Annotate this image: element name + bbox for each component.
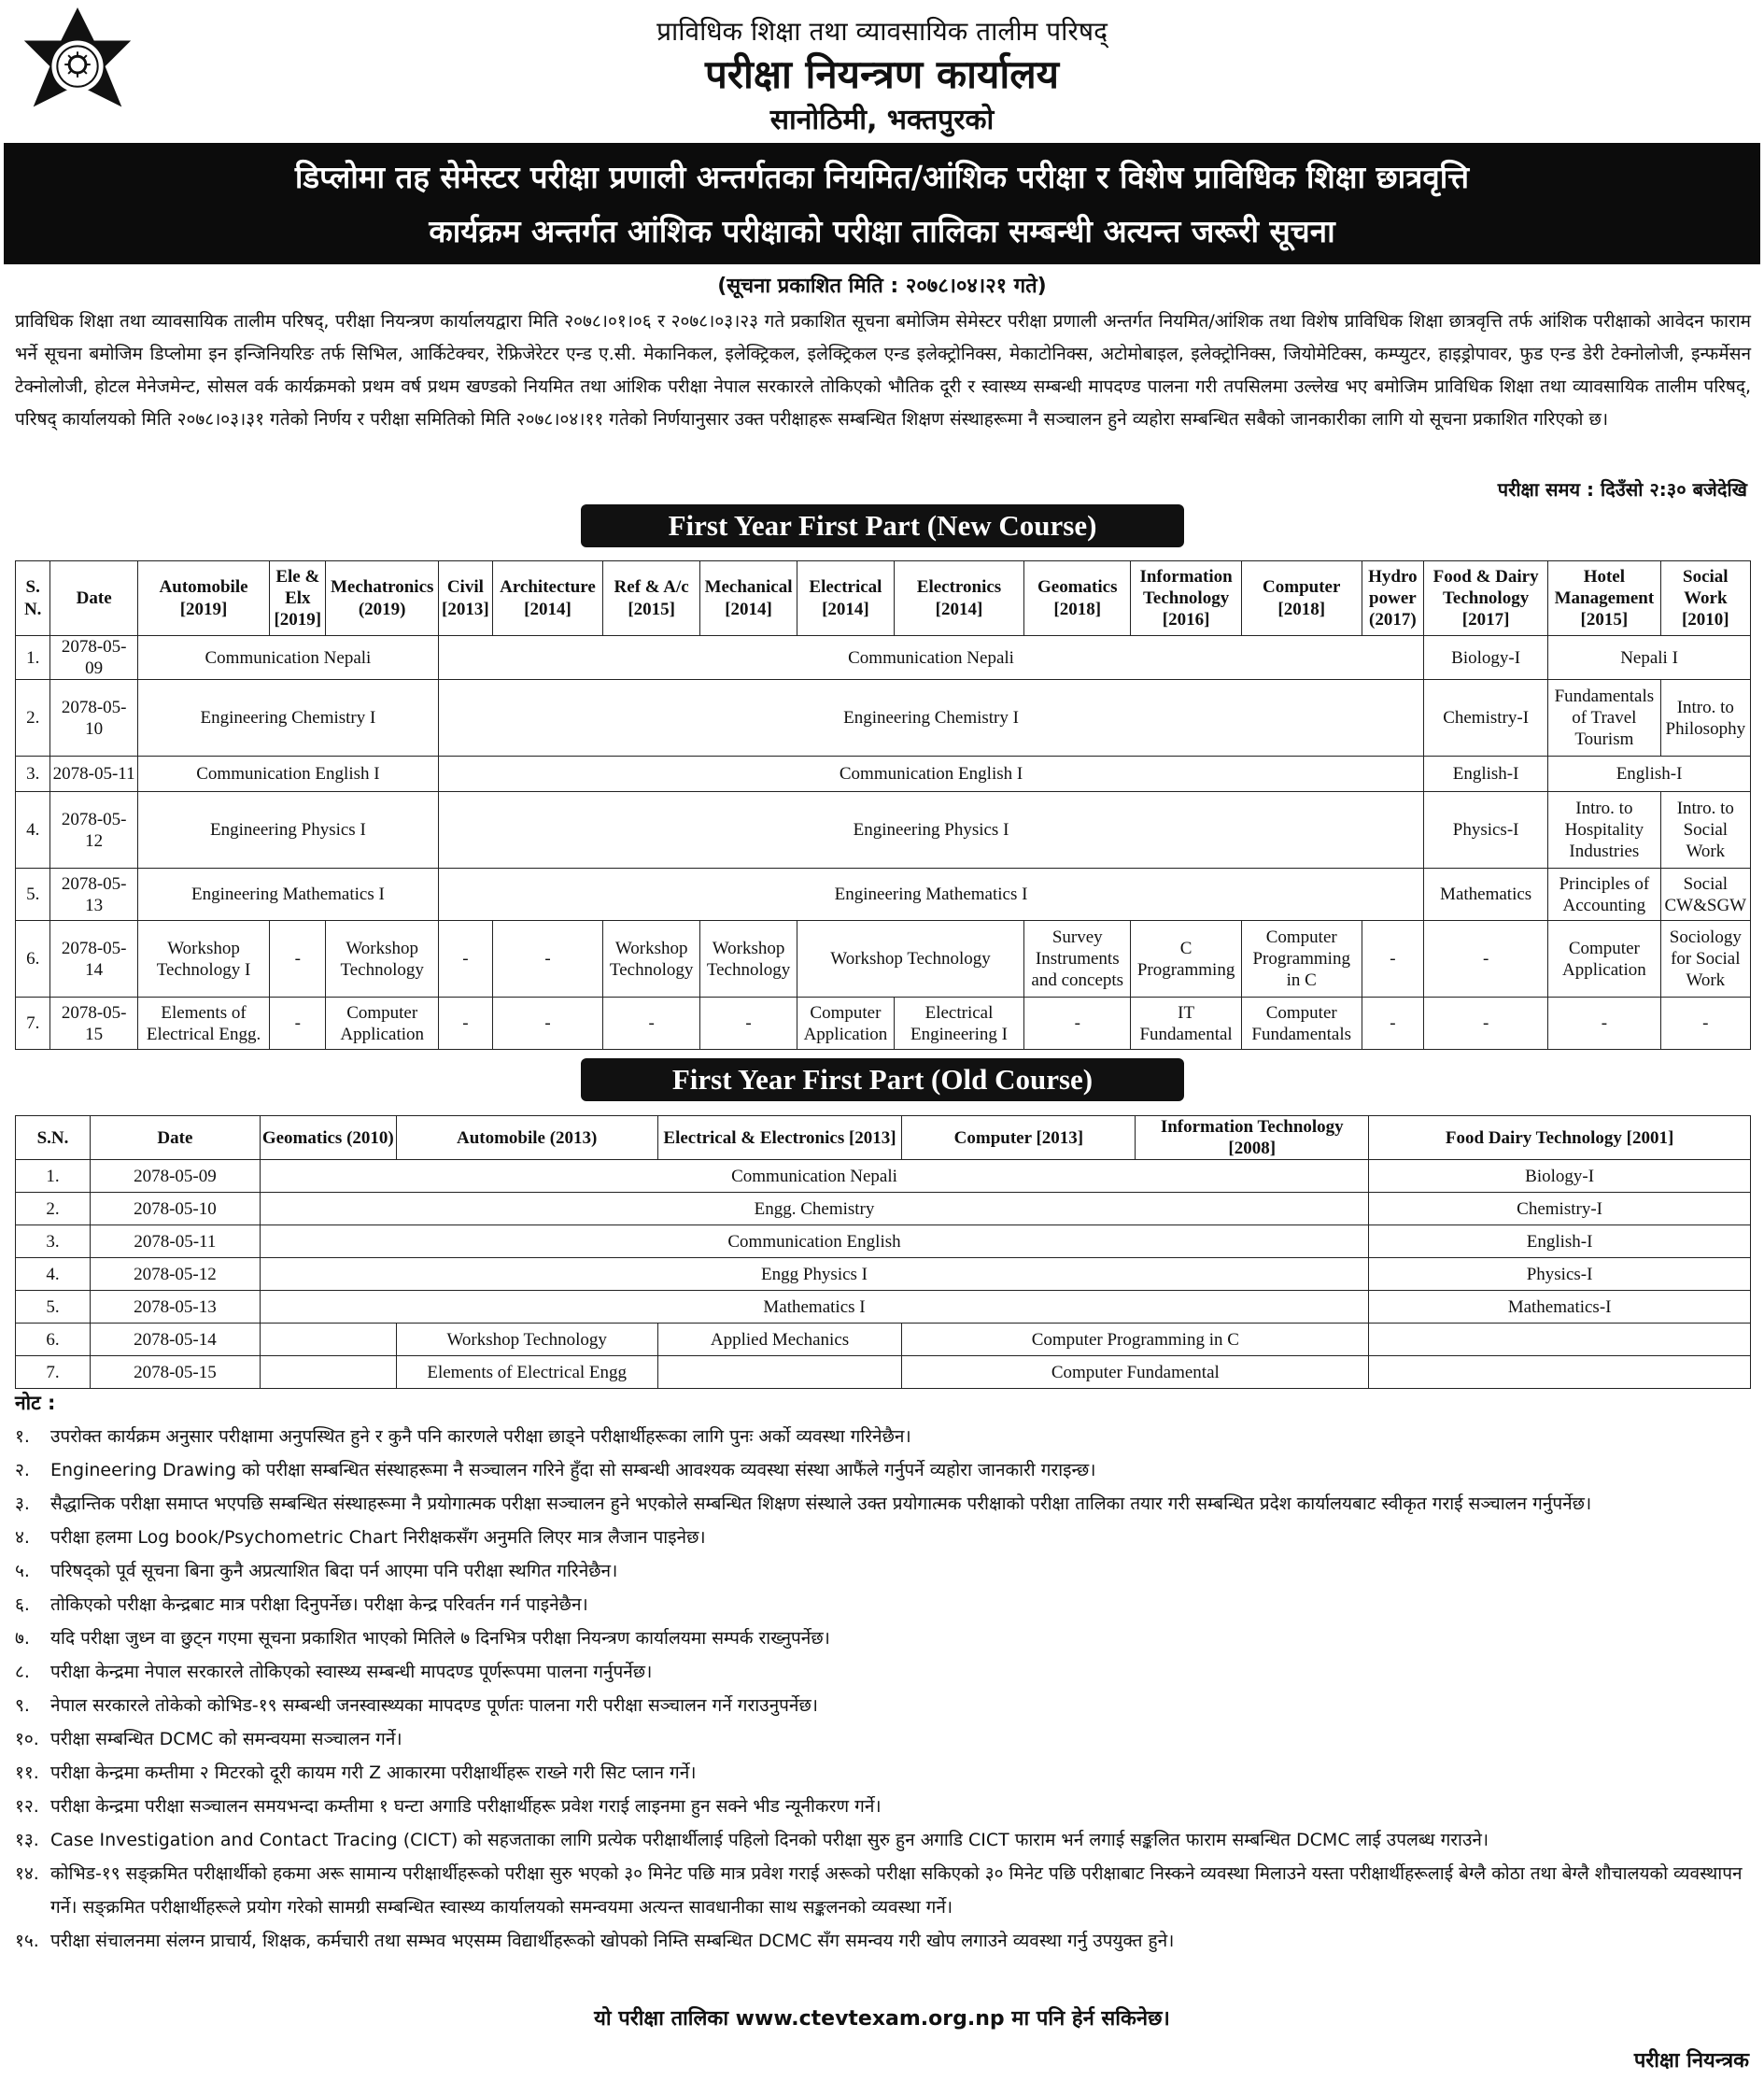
cell-subject: IT Fundamental bbox=[1131, 998, 1241, 1050]
intro-paragraph: प्राविधिक शिक्षा तथा व्यावसायिक तालीम परिषद्, परीक्षा नियन्त्रण कार्यालयद्वारा मिति २०७८।०१।०६ र २०७८।०३।२३ गते प्रकाशित सूचना बमोजिम सेमेस्टर परीक्षा प्रणाली अन्तर्गत नियमित/आंशिक तथा विशेष प्राविधिक शिक्षा छात्रवृत्ति तर्फ आंशिक परीक्षाको आवेदन फाराम भर्ने सूचना बमोजिम डिप्लोमा इन इन्जिनियरिङ तर्फ सिभिल, आर्किटेक्चर, रेफ्रिजेरेटर एन्ड ए.सी. मेकानिकल, इलेक्ट्रिकल, इलेक्ट्रिकल एन्ड इलेक्ट्रोनिक्स, मेकाटोनिक्स, अटोमोबाइल, इलेक्ट्रोनिक्स, जियोमेटिक्स, कम्प्युटर, हाइड्रोपावर, फुड एन्ड डेरी टेक्नोलोजी, इन्फर्मेसन टेक्नोलोजी, होटल मेनेजमेन्ट, सोसल वर्क कार्यक्रमको प्रथम वर्ष प्रथम खण्डको नियमित तथा आंशिक परीक्षा नेपाल सरकारले तोकिएको भौतिक दूरी र स्वास्थ्य सम्बन्धी मापदण्ड पालना गरी तपसिलमा उल्लेख भए बमोजिम प्राविधिक शिक्षा तथा व्यावसायिक तालीम परिषद्, परिषद् कार्यालयको मिति २०७८।०३।३१ गतेको निर्णय र परीक्षा समितिको मिति २०७८।०४।११ गतेको निर्णयानुसार उक्त परीक्षाहरू सम्बन्धित शिक्षण संस्थाहरूमा नै सञ्चालन हुने व्यहोरा सम्बन्धित सबैको जानकारीका लागि यो सूचना प्रकाशित गरिएको छ। bbox=[15, 311, 1752, 430]
cell-date: 2078-05-14 bbox=[50, 921, 138, 998]
note-item bbox=[15, 1722, 1751, 1756]
table-row bbox=[16, 680, 1751, 757]
old-course-table bbox=[15, 1115, 1751, 1389]
new-course-title: First Year First Part (New Course) bbox=[581, 504, 1184, 547]
cell-subject: Computer Application bbox=[326, 998, 439, 1050]
cell-sn: 6. bbox=[16, 921, 50, 998]
col-header: Electrical & Electronics [2013] bbox=[657, 1116, 902, 1160]
notes-title: नोट : bbox=[15, 1392, 56, 1414]
table-row bbox=[16, 1225, 1751, 1258]
cell-date: 2078-05-14 bbox=[90, 1324, 260, 1356]
notice-title-line1: डिप्लोमा तह सेमेस्टर परीक्षा प्रणाली अन्तर्गतका नियमित/आंशिक परीक्षा र विशेष प्राविधिक शिक्षा छात्रवृत्ति bbox=[294, 159, 1470, 195]
header bbox=[0, 0, 1764, 140]
cell-date: 2078-05-11 bbox=[90, 1225, 260, 1258]
new-course-table bbox=[15, 560, 1751, 1050]
note-number: ३. bbox=[15, 1494, 30, 1514]
note-number: २. bbox=[15, 1460, 30, 1480]
note-item bbox=[15, 1420, 1751, 1453]
note-item bbox=[15, 1823, 1751, 1857]
cell-sn: 6. bbox=[16, 1324, 91, 1356]
cell-subject: - bbox=[1424, 998, 1548, 1050]
cell-subject: Workshop Technology bbox=[700, 921, 797, 998]
cell-sn: 4. bbox=[16, 792, 50, 869]
note-number: ७. bbox=[15, 1628, 30, 1649]
cell-subject: Sociology for Social Work bbox=[1660, 921, 1750, 998]
col-header: Hotel Management [2015] bbox=[1548, 561, 1661, 636]
note-number: ४. bbox=[15, 1527, 30, 1548]
cell-subject: Applied Mechanics bbox=[657, 1324, 902, 1356]
note-text: परीक्षा सम्बन्धित DCMC को समन्वयमा सञ्चालन गर्ने। bbox=[50, 1729, 402, 1749]
col-header: Mechanical [2014] bbox=[700, 561, 797, 636]
cell-subject bbox=[657, 1356, 902, 1389]
cell-subject: - bbox=[1424, 921, 1548, 998]
cell-sn: 2. bbox=[16, 680, 50, 757]
note-text: यदि परीक्षा जुध्न वा छुट्न गएमा सूचना प्रकाशित भाएको मितिले ७ दिनभित्र परीक्षा नियन्त्रण कार्यालयमा सम्पर्क राख्नुपर्नेछ। bbox=[50, 1628, 830, 1649]
table-header-row bbox=[16, 1116, 1751, 1160]
cell-sn: 3. bbox=[16, 757, 50, 792]
cell-subject: - bbox=[438, 998, 492, 1050]
cell-subject: Chemistry-I bbox=[1424, 680, 1548, 757]
cell-date: 2078-05-09 bbox=[90, 1160, 260, 1193]
cell-subject bbox=[260, 1324, 396, 1356]
note-number: ९. bbox=[15, 1695, 30, 1716]
cell-subject: Biology-I bbox=[1424, 636, 1548, 680]
old-course-title: First Year First Part (Old Course) bbox=[581, 1058, 1184, 1101]
note-text: परीक्षा केन्द्रमा कम्तीमा २ मिटरको दूरी कायम गरी Z आकारमा परीक्षार्थीहरू राख्ने गरी सिट प्लान गर्ने। bbox=[50, 1762, 697, 1783]
col-header: Date bbox=[50, 561, 138, 636]
col-header: Automobile [2019] bbox=[137, 561, 269, 636]
col-header: Geomatics (2010) bbox=[260, 1116, 396, 1160]
col-header: Social Work [2010] bbox=[1660, 561, 1750, 636]
note-text: उपरोक्त कार्यक्रम अनुसार परीक्षामा अनुपस्थित हुने र कुनै पनि कारणले परीक्षा छाड्ने परीक्षार्थीहरूका लागि पुनः अर्को व्यवस्था गरिनेछैन। bbox=[50, 1426, 911, 1447]
cell-subject: Intro. to Hospitality Industries bbox=[1548, 792, 1661, 869]
cell-subject: - bbox=[270, 998, 326, 1050]
cell-subject: Elements of Electrical Engg. bbox=[137, 998, 269, 1050]
cell-sn: 4. bbox=[16, 1258, 91, 1291]
col-header: Information Technology [2016] bbox=[1131, 561, 1241, 636]
cell-sn: 1. bbox=[16, 636, 50, 680]
col-header: Electronics [2014] bbox=[894, 561, 1023, 636]
col-header: Ele & Elx [2019] bbox=[270, 561, 326, 636]
note-item bbox=[15, 1487, 1751, 1521]
cell-date: 2078-05-12 bbox=[50, 792, 138, 869]
cell-subject: Mathematics-I bbox=[1369, 1291, 1751, 1324]
note-text: परीक्षा हलमा Log book/Psychometric Chart निरीक्षकसँग अनुमति लिएर मात्र लैजान पाइनेछ। bbox=[50, 1527, 706, 1548]
cell-subject: C Programming bbox=[1131, 921, 1241, 998]
cell-subject: - bbox=[492, 921, 602, 998]
notice-title-banner bbox=[4, 143, 1760, 264]
note-number: १. bbox=[15, 1426, 30, 1447]
cell-date: 2078-05-15 bbox=[90, 1356, 260, 1389]
cell-subject bbox=[260, 1356, 396, 1389]
table-header-row bbox=[16, 561, 1751, 636]
table-row bbox=[16, 1193, 1751, 1225]
cell-subject: Computer Programming in C bbox=[1241, 921, 1362, 998]
cell-subject: Principles of Accounting bbox=[1548, 869, 1661, 921]
cell-subject: - bbox=[1362, 998, 1423, 1050]
cell-subject: Intro. to Philosophy bbox=[1660, 680, 1750, 757]
cell-subject: - bbox=[700, 998, 797, 1050]
note-number: ६. bbox=[15, 1594, 30, 1615]
col-header: Automobile (2013) bbox=[396, 1116, 657, 1160]
table-row bbox=[16, 869, 1751, 921]
cell-subject: Engg. Chemistry bbox=[260, 1193, 1368, 1225]
note-text: कोभिड-१९ सङ्क्रमित परीक्षार्थीको हकमा अरू सामान्य परीक्षार्थीहरूको परीक्षा सुरु भएको ३० मिनेट पछि मात्र प्रवेश गराई अरूको परीक्षा सकिएको ३० मिनेट पछि परीक्षाबाट निस्कने व्यवस्था मिलाउने यस्ता परीक्षार्थीहरूलाई बेग्लै कोठा तथा बेग्लै शौचालयको व्यवस्थापन गर्ने। सङ्क्रमित परीक्षार्थीहरूले प्रयोग गरेको सामग्री सम्बन्धित स्वास्थ्य कार्यालयको समन्वयमा अत्यन्त सावधानीका साथ सङ्कलनको व्यवस्था गर्ने। bbox=[50, 1863, 1743, 1918]
cell-date: 2078-05-13 bbox=[90, 1291, 260, 1324]
cell-subject bbox=[1369, 1356, 1751, 1389]
note-text: परीक्षा संचालनमा संलग्न प्राचार्य, शिक्षक, कर्मचारी तथा सम्भव भएसम्म विद्यार्थीहरूको खोपको निम्ति सम्बन्धित DCMC सँग समन्वय गरी खोप लगाउने व्यवस्था गर्नु उपयुक्त हुने। bbox=[50, 1931, 1175, 1951]
col-header: Architecture [2014] bbox=[492, 561, 602, 636]
col-header: Geomatics [2018] bbox=[1024, 561, 1131, 636]
note-number: ८. bbox=[15, 1662, 30, 1682]
cell-subject: Computer Fundamental bbox=[902, 1356, 1369, 1389]
cell-subject: Workshop Technology bbox=[326, 921, 439, 998]
table-row bbox=[16, 1356, 1751, 1389]
cell-subject bbox=[1369, 1324, 1751, 1356]
cell-subject: - bbox=[1660, 998, 1750, 1050]
cell-subject: English-I bbox=[1424, 757, 1548, 792]
cell-subject: Elements of Electrical Engg bbox=[396, 1356, 657, 1389]
cell-subject: Engineering Physics I bbox=[438, 792, 1423, 869]
table-row bbox=[16, 792, 1751, 869]
cell-subject: Biology-I bbox=[1369, 1160, 1751, 1193]
cell-date: 2078-05-09 bbox=[50, 636, 138, 680]
col-header: S.N. bbox=[16, 1116, 91, 1160]
note-item bbox=[15, 1790, 1751, 1823]
col-header: Food & Dairy Technology [2017] bbox=[1424, 561, 1548, 636]
col-header: S. N. bbox=[16, 561, 50, 636]
note-text: सैद्धान्तिक परीक्षा समाप्त भएपछि सम्बन्धित संस्थाहरूमा नै प्रयोगात्मक परीक्षा सञ्चालन हुने भएकोले सम्बन्धित शिक्षण संस्थाले उक्त प्रयोगात्मक परीक्षाको परीक्षा तालिका तयार गरी सम्बन्धित प्रदेश कार्यालयबाट स्वीकृत गराई सञ्चालन गर्नुपर्नेछ। bbox=[50, 1494, 1592, 1514]
cell-subject: Intro. to Social Work bbox=[1660, 792, 1750, 869]
cell-subject: - bbox=[270, 921, 326, 998]
note-text: Engineering Drawing को परीक्षा सम्बन्धित संस्थाहरूमा नै सञ्चालन गरिने हुँदा सो सम्बन्धी आवश्यक व्यवस्था संस्था आफैंले गर्नुपर्ने व्यहोरा जानकारी गराइन्छ। bbox=[50, 1460, 1096, 1480]
cell-subject: Fundamentals of Travel Tourism bbox=[1548, 680, 1661, 757]
office-location: सानोठिमी, भक्तपुरको bbox=[769, 104, 995, 136]
signature-exam-controller: परीक्षा नियन्त्रक bbox=[1633, 2049, 1749, 2073]
cell-subject: Chemistry-I bbox=[1369, 1193, 1751, 1225]
note-number: १५. bbox=[15, 1931, 39, 1951]
cell-date: 2078-05-15 bbox=[50, 998, 138, 1050]
col-header: Ref & A/c [2015] bbox=[603, 561, 700, 636]
note-item bbox=[15, 1621, 1751, 1655]
note-item bbox=[15, 1655, 1751, 1689]
note-item bbox=[15, 1588, 1751, 1621]
note-number: ५. bbox=[15, 1561, 30, 1581]
cell-subject: - bbox=[438, 921, 492, 998]
table-row bbox=[16, 1160, 1751, 1193]
table-row bbox=[16, 757, 1751, 792]
col-header: Information Technology [2008] bbox=[1136, 1116, 1369, 1160]
note-item bbox=[15, 1924, 1751, 1958]
cell-subject: Physics-I bbox=[1369, 1258, 1751, 1291]
table-row bbox=[16, 1324, 1751, 1356]
cell-subject: Engineering Physics I bbox=[137, 792, 438, 869]
cell-date: 2078-05-13 bbox=[50, 869, 138, 921]
notice-title-line2: कार्यक्रम अन्तर्गत आंशिक परीक्षाको परीक्षा तालिका सम्बन्धी अत्यन्त जरूरी सूचना bbox=[429, 213, 1335, 249]
cell-subject: Survey Instruments and concepts bbox=[1024, 921, 1131, 998]
col-header: Date bbox=[90, 1116, 260, 1160]
table-row bbox=[16, 921, 1751, 998]
cell-subject: Workshop Technology bbox=[797, 921, 1023, 998]
cell-subject: Communication English bbox=[260, 1225, 1368, 1258]
cell-subject: Computer Application bbox=[797, 998, 894, 1050]
cell-subject: Engineering Chemistry I bbox=[137, 680, 438, 757]
exam-time: परीक्षा समय : दिउँसो २:३० बजेदेखि bbox=[1497, 478, 1747, 501]
col-header: Civil [2013] bbox=[438, 561, 492, 636]
cell-subject: Mathematics bbox=[1424, 869, 1548, 921]
cell-subject: Communication Nepali bbox=[438, 636, 1423, 680]
col-header: Computer [2013] bbox=[902, 1116, 1136, 1160]
cell-date: 2078-05-11 bbox=[50, 757, 138, 792]
note-item bbox=[15, 1521, 1751, 1554]
table-row bbox=[16, 1291, 1751, 1324]
cell-subject: Nepali I bbox=[1548, 636, 1751, 680]
cell-subject: Communication Nepali bbox=[260, 1160, 1368, 1193]
table-row bbox=[16, 636, 1751, 680]
note-number: ११. bbox=[15, 1762, 39, 1783]
cell-subject: - bbox=[1362, 921, 1423, 998]
cell-sn: 3. bbox=[16, 1225, 91, 1258]
cell-subject: Communication English I bbox=[137, 757, 438, 792]
cell-subject: Social CW&SGW bbox=[1660, 869, 1750, 921]
cell-subject: Physics-I bbox=[1424, 792, 1548, 869]
note-text: परिषद्को पूर्व सूचना बिना कुनै अप्रत्याशित बिदा पर्न आएमा पनि परीक्षा स्थगित गरिनेछैन। bbox=[50, 1561, 618, 1581]
cell-sn: 1. bbox=[16, 1160, 91, 1193]
note-number: १३. bbox=[15, 1830, 39, 1850]
council-name: प्राविधिक शिक्षा तथा व्यावसायिक तालीम परिषद् bbox=[656, 16, 1108, 47]
cell-subject: - bbox=[1548, 998, 1661, 1050]
cell-date: 2078-05-10 bbox=[50, 680, 138, 757]
office-name: परीक्षा नियन्त्रण कार्यालय bbox=[704, 51, 1060, 97]
cell-subject: English-I bbox=[1369, 1225, 1751, 1258]
cell-sn: 2. bbox=[16, 1193, 91, 1225]
table-row bbox=[16, 1258, 1751, 1291]
col-header: Electrical [2014] bbox=[797, 561, 894, 636]
col-header: Food Dairy Technology [2001] bbox=[1369, 1116, 1751, 1160]
cell-sn: 5. bbox=[16, 1291, 91, 1324]
cell-subject: Workshop Technology bbox=[396, 1324, 657, 1356]
note-text: तोकिएको परीक्षा केन्द्रबाट मात्र परीक्षा दिनुपर्नेछ। परीक्षा केन्द्र परिवर्तन गर्न पाइनेछैन। bbox=[50, 1594, 588, 1615]
cell-subject: Mathematics I bbox=[260, 1291, 1368, 1324]
note-item bbox=[15, 1857, 1751, 1924]
note-item bbox=[15, 1554, 1751, 1588]
notes-section bbox=[15, 1390, 1751, 1958]
col-header: Hydro power (2017) bbox=[1362, 561, 1423, 636]
cell-subject: Computer Fundamentals bbox=[1241, 998, 1362, 1050]
cell-subject: Computer Programming in C bbox=[902, 1324, 1369, 1356]
note-number: १०. bbox=[15, 1729, 39, 1749]
cell-subject: - bbox=[603, 998, 700, 1050]
cell-subject: - bbox=[492, 998, 602, 1050]
footer-website-note: यो परीक्षा तालिका www.ctevtexam.org.np मा पनि हेर्न सकिनेछ। bbox=[594, 2007, 1170, 2031]
note-item bbox=[15, 1689, 1751, 1722]
note-text: नेपाल सरकारले तोकेको कोभिड-१९ सम्बन्धी जनस्वास्थ्यका मापदण्ड पूर्णतः पालना गरी परीक्षा सञ्चालन गर्ने गराउनुपर्नेछ। bbox=[50, 1695, 818, 1716]
cell-date: 2078-05-10 bbox=[90, 1193, 260, 1225]
note-number: १४. bbox=[15, 1863, 39, 1884]
cell-subject: - bbox=[1024, 998, 1131, 1050]
note-text: परीक्षा केन्द्रमा परीक्षा सञ्चालन समयभन्दा कम्तीमा १ घन्टा अगाडि परीक्षार्थीहरू प्रवेश गराई लाइनमा हुन सक्ने भीड न्यूनीकरण गर्ने। bbox=[50, 1796, 882, 1817]
cell-sn: 5. bbox=[16, 869, 50, 921]
col-header: Mechatronics (2019) bbox=[326, 561, 439, 636]
note-text: Case Investigation and Contact Tracing (CICT) को सहजताका लागि प्रत्येक परीक्षार्थीलाई पहिलो दिनको परीक्षा सुरु हुन अगाडि CICT फाराम भर्न लगाई सङ्कलित फाराम सम्बन्धित DCMC लाई उपलब्ध गराउने। bbox=[50, 1830, 1489, 1850]
cell-subject: Workshop Technology I bbox=[137, 921, 269, 998]
cell-subject: Communication Nepali bbox=[137, 636, 438, 680]
note-item bbox=[15, 1756, 1751, 1790]
cell-subject: Engg Physics I bbox=[260, 1258, 1368, 1291]
cell-subject: Electrical Engineering I bbox=[894, 998, 1023, 1050]
cell-subject: Computer Application bbox=[1548, 921, 1661, 998]
note-item bbox=[15, 1453, 1751, 1487]
cell-subject: Engineering Mathematics I bbox=[137, 869, 438, 921]
cell-subject: Workshop Technology bbox=[603, 921, 700, 998]
cell-sn: 7. bbox=[16, 1356, 91, 1389]
cell-subject: Engineering Chemistry I bbox=[438, 680, 1423, 757]
cell-subject: English-I bbox=[1548, 757, 1751, 792]
cell-sn: 7. bbox=[16, 998, 50, 1050]
cell-subject: Engineering Mathematics I bbox=[438, 869, 1423, 921]
note-text: परीक्षा केन्द्रमा नेपाल सरकारले तोकिएको स्वास्थ्य सम्बन्धी मापदण्ड पूर्णरूपमा पालना गर्नुपर्नेछ। bbox=[50, 1662, 653, 1682]
cell-subject: Communication English I bbox=[438, 757, 1423, 792]
table-row bbox=[16, 998, 1751, 1050]
note-number: १२. bbox=[15, 1796, 39, 1817]
cell-date: 2078-05-12 bbox=[90, 1258, 260, 1291]
publication-date: (सूचना प्रकाशित मिति : २०७८।०४।२१ गते) bbox=[717, 275, 1047, 298]
col-header: Computer [2018] bbox=[1241, 561, 1362, 636]
